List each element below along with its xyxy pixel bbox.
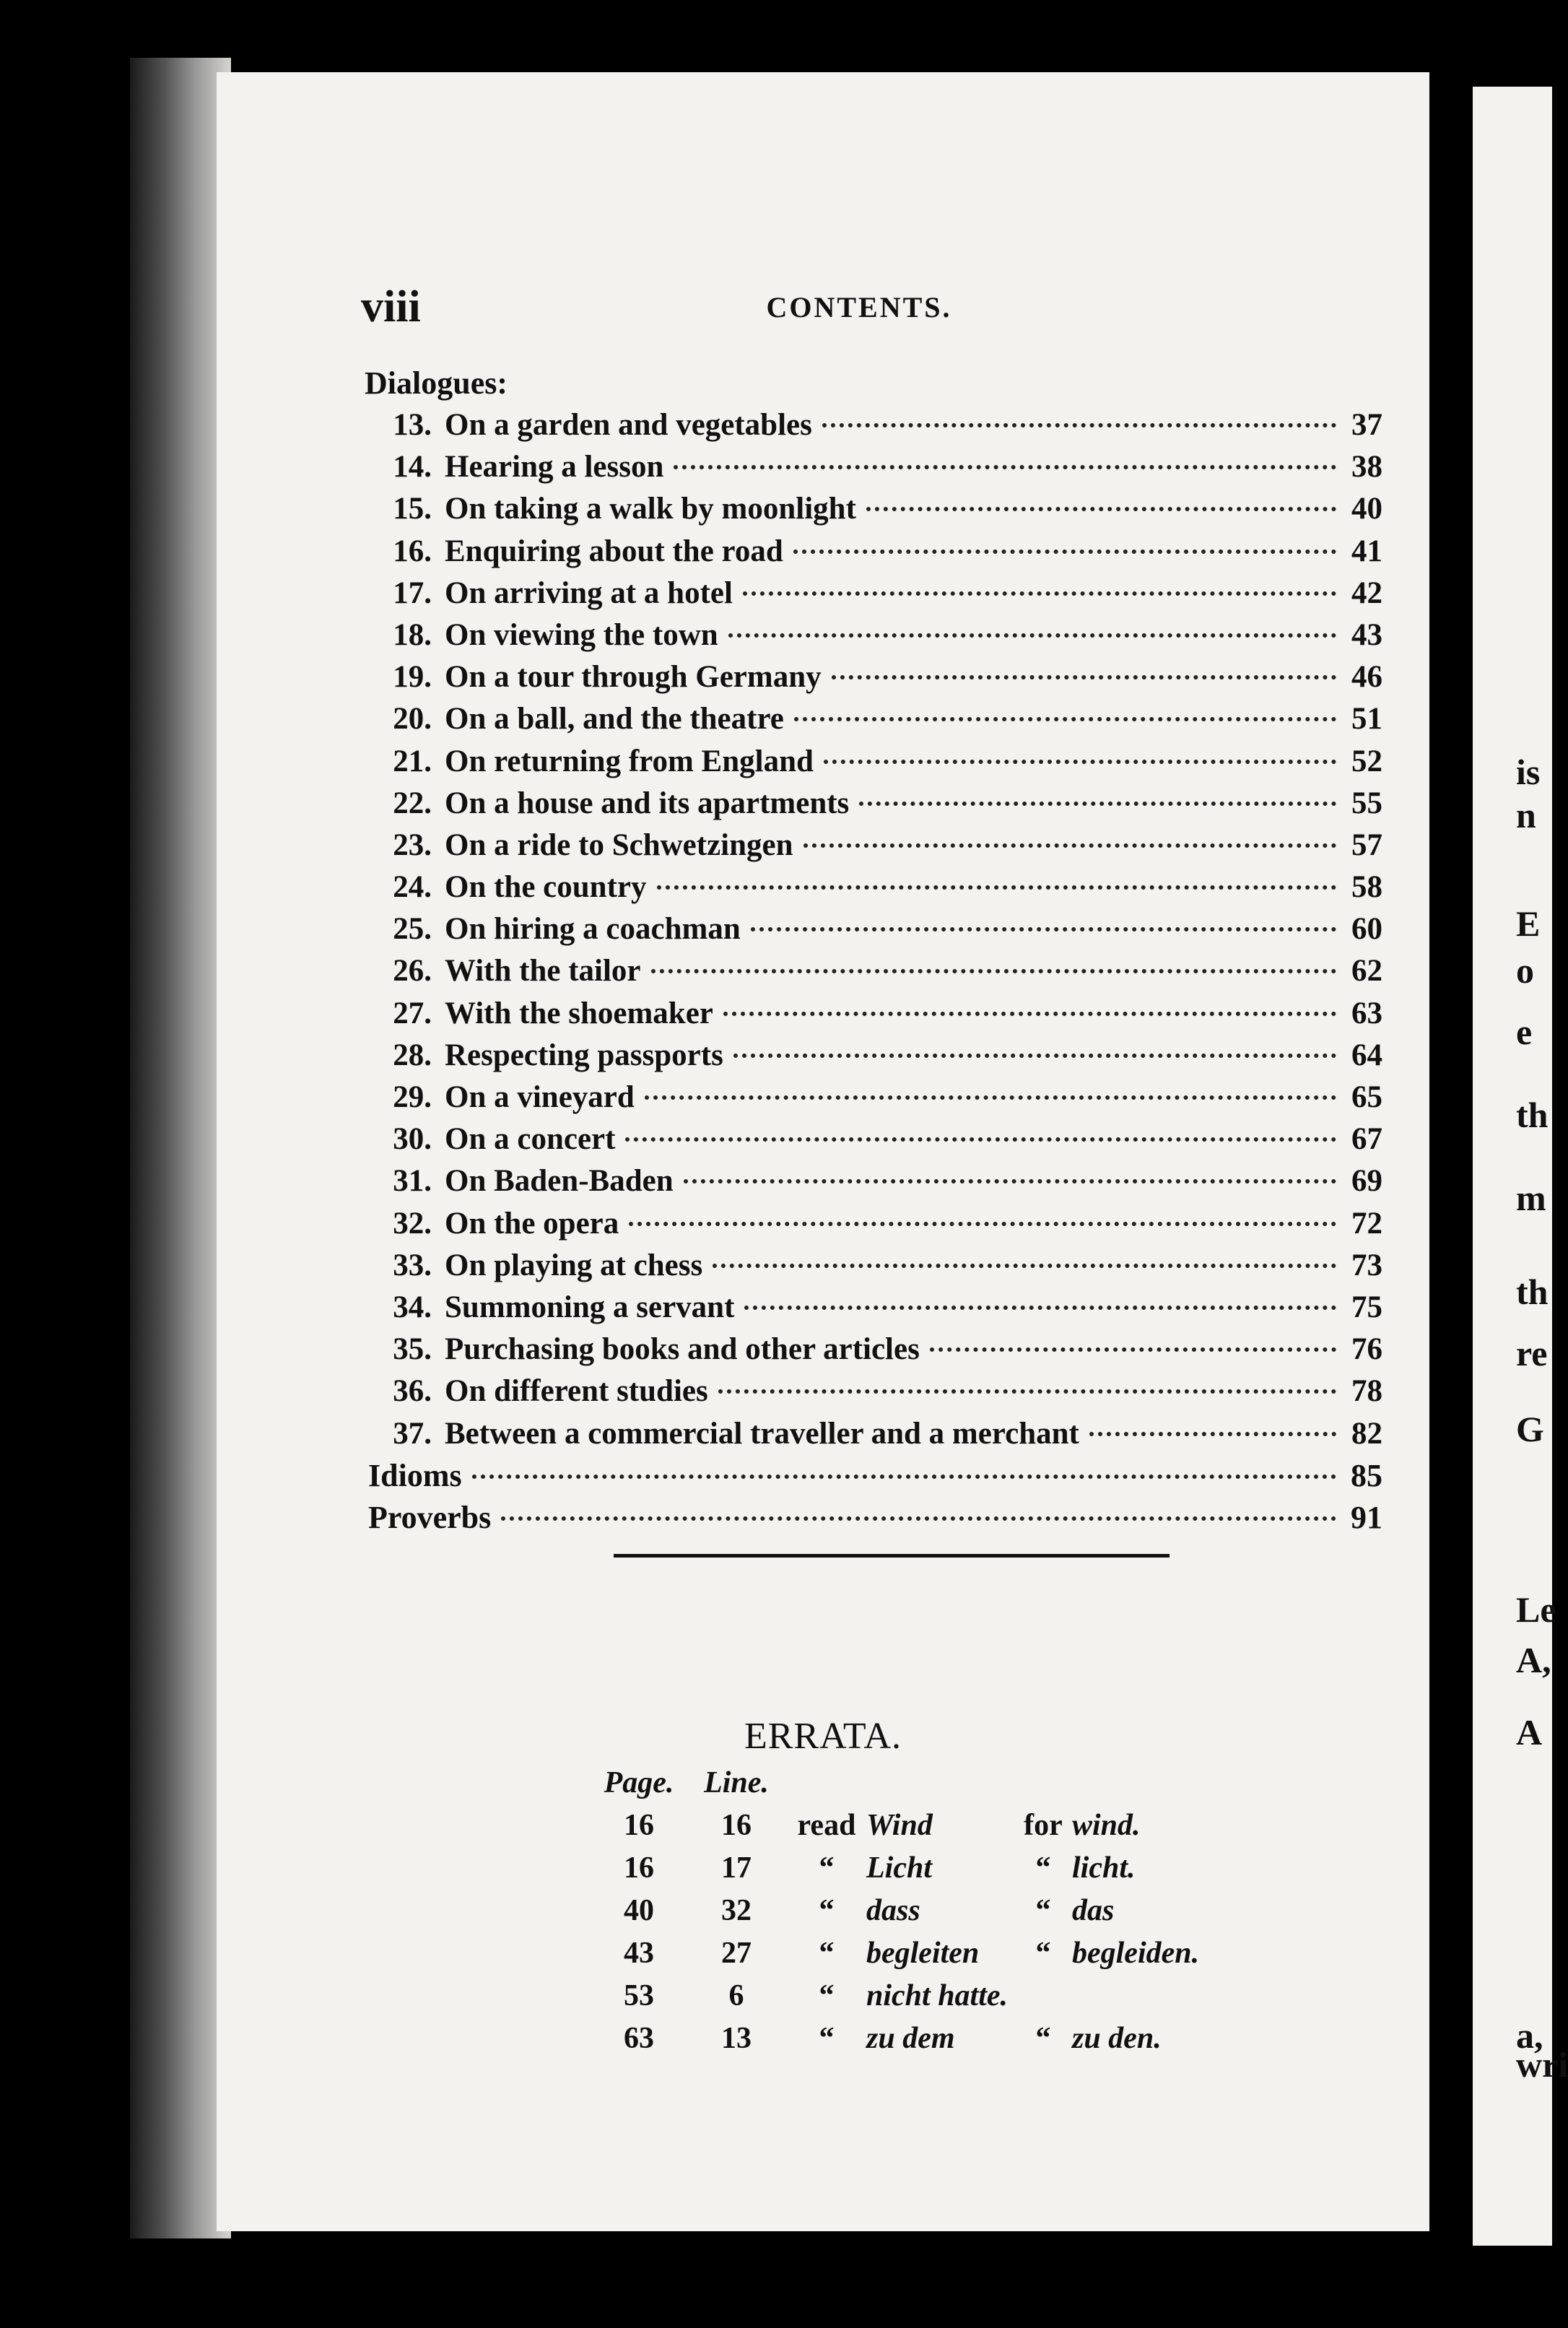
dot-leader [713, 1264, 1336, 1268]
toc-entry-number: 22. [393, 786, 432, 820]
errata-for: “ [1035, 1894, 1051, 1927]
toc-entry-number: 20. [393, 702, 432, 737]
toc-entry-title: On arriving at a hotel [445, 576, 733, 610]
toc-entry-page: 60 [1351, 912, 1382, 947]
toc-entry-title: Between a commercial traveller and a merchant [445, 1416, 1079, 1451]
toc-entry-title: On returning from England [445, 744, 814, 778]
errata-wrong-text: begleiten [866, 1937, 980, 1970]
toc-entry-number: 24. [393, 870, 432, 905]
errata-row [592, 2018, 1260, 2060]
toc-entry-title: On a house and its apartments [445, 786, 850, 820]
toc-entry-number: 14. [393, 450, 432, 485]
errata-wrong-text: Licht [866, 1851, 932, 1885]
toc-entry-page: 43 [1351, 617, 1382, 652]
toc-entry-number: 23. [393, 828, 432, 862]
toc-entry-title: On Baden-Baden [445, 1164, 674, 1199]
errata-row [592, 1847, 1260, 1890]
dot-leader [501, 1516, 1336, 1521]
toc-entry-number: 37. [393, 1416, 432, 1451]
toc-entry-title: On the country [445, 870, 647, 905]
errata-wrong-text: Wind [866, 1809, 933, 1842]
toc-entry-page: 57 [1351, 828, 1382, 862]
facing-page-text-fragment: e [1516, 1012, 1533, 1052]
dot-leader [859, 802, 1336, 806]
toc-entry-page: 42 [1351, 576, 1382, 610]
toc-entry [368, 1077, 1382, 1119]
toc-entry-top-level [368, 1455, 1382, 1497]
errata-page: 53 [624, 1979, 654, 2012]
dot-leader [793, 550, 1336, 554]
errata-read: “ [819, 1894, 835, 1927]
toc-entry-number: 29. [393, 1080, 432, 1114]
page-title: CONTENTS. [766, 291, 952, 323]
toc-entry [368, 1371, 1382, 1412]
toc-entry-number: 28. [393, 1038, 432, 1072]
toc-entry-page: 46 [1351, 660, 1382, 695]
toc-entry-page: 82 [1351, 1416, 1382, 1451]
dot-leader [743, 591, 1336, 596]
toc-entry [368, 698, 1382, 740]
toc-entry-page: 72 [1351, 1206, 1382, 1241]
errata-correct-text: licht. [1072, 1851, 1136, 1885]
errata-for: “ [1035, 1851, 1051, 1885]
errata-read: “ [819, 1851, 835, 1885]
book-page [217, 72, 1429, 2231]
facing-page-text-fragment: A [1516, 1712, 1543, 1752]
toc-entry-title: On hiring a coachman [445, 912, 741, 947]
toc-entry-title: Summoning a servant [445, 1290, 735, 1324]
toc-entry-number: 33. [393, 1248, 432, 1282]
errata-page: 63 [624, 2022, 654, 2055]
toc-entry-number: 16. [393, 534, 432, 568]
toc-entry-number: 34. [393, 1290, 432, 1324]
errata-page: 40 [624, 1894, 654, 1927]
facing-page-fragment [1473, 87, 1568, 2246]
facing-page-text-fragment: A, [1516, 1640, 1551, 1680]
toc-entry-title: Enquiring about the road [445, 534, 783, 568]
errata-page: 43 [624, 1937, 654, 1970]
toc-entry [368, 1035, 1382, 1077]
toc-entry [368, 908, 1382, 950]
errata-line: 13 [721, 2022, 752, 2055]
facing-page-text-fragment: wri [1516, 2044, 1568, 2085]
errata-row [592, 1932, 1260, 1975]
toc-entry-page: 58 [1351, 870, 1382, 905]
toc-entry-number: 18. [393, 617, 432, 652]
facing-page-text-fragment: re [1516, 1333, 1548, 1373]
dot-leader [472, 1474, 1336, 1479]
toc-entry-title: Proverbs [368, 1499, 492, 1535]
toc-entry-number: 36. [393, 1374, 432, 1409]
errata-correct-text: das [1072, 1894, 1115, 1927]
dot-leader [824, 760, 1336, 764]
dot-leader [1089, 1432, 1336, 1436]
errata-row [592, 1804, 1260, 1847]
toc-entry [368, 950, 1382, 992]
toc-entry [368, 783, 1382, 825]
toc-entry [368, 1413, 1382, 1455]
toc-entry-title: Purchasing books and other articles [445, 1332, 920, 1367]
errata-read: “ [819, 1937, 835, 1970]
facing-page-text-fragment: th [1516, 1095, 1549, 1135]
dot-leader [657, 885, 1337, 890]
facing-page-text-fragment: Le [1516, 1589, 1556, 1630]
toc-entry-title: On a ball, and the theatre [445, 702, 784, 737]
toc-entry-number: 35. [393, 1332, 432, 1367]
toc-entry [368, 1203, 1382, 1245]
toc-entry-title: On a concert [445, 1122, 616, 1157]
toc-entry-page: 40 [1351, 492, 1382, 526]
errata-wrong-text: zu dem [866, 2022, 955, 2055]
toc-entry-title: With the shoemaker [445, 996, 713, 1030]
toc-entry-page: 65 [1351, 1080, 1382, 1114]
toc-entry-page: 76 [1351, 1332, 1382, 1367]
errata-correct-text: begleiden. [1072, 1937, 1200, 1970]
dot-leader [930, 1347, 1336, 1352]
facing-page-text-fragment: n [1516, 795, 1536, 835]
toc-entry [368, 1119, 1382, 1160]
toc-entry-title: Idioms [368, 1457, 462, 1493]
toc-entry-number: 15. [393, 492, 432, 526]
errata-correct-text: wind. [1072, 1809, 1141, 1842]
toc-entry-number: 13. [393, 408, 432, 442]
errata-row [592, 1975, 1260, 2018]
errata-title: ERRATA. [744, 1716, 902, 1757]
toc-entry [368, 656, 1382, 698]
facing-page-text-fragment: th [1516, 1272, 1549, 1312]
errata-read: “ [819, 1979, 835, 2012]
toc-entry-page: 64 [1351, 1038, 1382, 1072]
dot-leader [645, 1095, 1336, 1100]
toc-entry-title: On a garden and vegetables [445, 408, 812, 442]
toc-entry-page: 62 [1351, 954, 1382, 989]
dot-leader [832, 675, 1336, 679]
toc-entry-number: 31. [393, 1164, 432, 1199]
toc-entry [368, 867, 1382, 908]
errata-read: “ [819, 2022, 835, 2055]
toc-entry-page: 37 [1351, 408, 1382, 442]
running-head [361, 282, 1357, 332]
errata-line: 16 [721, 1809, 752, 1842]
toc-entry-page: 85 [1351, 1457, 1382, 1493]
errata-for: for [1024, 1809, 1063, 1842]
errata-read: read [797, 1809, 856, 1842]
dot-leader [723, 1012, 1336, 1016]
toc-entry-title: On viewing the town [445, 617, 718, 652]
toc-entry-page: 38 [1351, 450, 1382, 485]
dot-leader [794, 717, 1336, 721]
facing-page-text-fragment: o [1516, 950, 1534, 991]
errata-col-page: Page. [604, 1766, 674, 1799]
toc-entry-top-level [368, 1497, 1382, 1539]
dot-leader [728, 633, 1336, 638]
toc-entry-title: On taking a walk by moonlight [445, 492, 856, 526]
dot-leader [674, 465, 1336, 469]
dot-leader [651, 969, 1336, 973]
errata-wrong-text: nicht hatte. [866, 1979, 1009, 2012]
dot-leader [625, 1137, 1336, 1142]
errata-page: 16 [624, 1809, 654, 1842]
toc-entry-page: 52 [1351, 744, 1382, 778]
toc-entry-title: Hearing a lesson [445, 450, 664, 485]
toc-entry-page: 78 [1351, 1374, 1382, 1409]
errata-for: “ [1035, 1937, 1051, 1970]
errata-for: “ [1035, 2022, 1051, 2055]
toc-entry-title: Respecting passports [445, 1038, 723, 1072]
facing-page-text-fragment: is [1516, 752, 1541, 792]
toc-entry [368, 741, 1382, 783]
facing-page-text-fragment: m [1516, 1178, 1546, 1218]
dot-leader [744, 1306, 1336, 1310]
toc-entry-page: 63 [1351, 996, 1382, 1030]
divider-rule [614, 1554, 1170, 1558]
errata-table [592, 1762, 1260, 2060]
dot-leader [629, 1222, 1336, 1226]
dot-leader [751, 927, 1336, 931]
errata-col-line: Line. [704, 1766, 769, 1799]
dot-leader [733, 1054, 1336, 1058]
toc-entry-number: 21. [393, 744, 432, 778]
toc-entry-page: 75 [1351, 1290, 1382, 1324]
errata-wrong-text: dass [866, 1894, 920, 1927]
toc-entry-page: 91 [1351, 1499, 1382, 1535]
toc-entry [368, 1287, 1382, 1329]
toc-entry-title: On different studies [445, 1374, 708, 1409]
toc-entry-number: 26. [393, 954, 432, 989]
toc-entry-page: 69 [1351, 1164, 1382, 1199]
toc-entry [368, 1245, 1382, 1287]
dot-leader [718, 1389, 1336, 1394]
toc-entry-page: 51 [1351, 702, 1382, 737]
toc-entry-number: 27. [393, 996, 432, 1030]
book-gutter [130, 58, 231, 2238]
facing-page-text-fragment: G [1516, 1409, 1544, 1449]
toc-entry-number: 30. [393, 1122, 432, 1157]
toc-entry [368, 614, 1382, 656]
facing-page-text-fragment: a, [1516, 2015, 1543, 2056]
toc-entry [368, 488, 1382, 530]
table-of-contents [368, 404, 1382, 1539]
errata-line: 17 [721, 1851, 752, 1885]
dot-leader [803, 843, 1336, 848]
toc-entry [368, 531, 1382, 573]
errata-header-row [592, 1762, 1260, 1804]
dot-leader [866, 507, 1336, 511]
toc-entry [368, 404, 1382, 446]
errata-page: 16 [624, 1851, 654, 1885]
toc-entry-page: 67 [1351, 1122, 1382, 1157]
toc-entry-number: 19. [393, 660, 432, 695]
toc-entry [368, 825, 1382, 867]
toc-entry-page: 73 [1351, 1248, 1382, 1282]
errata-line: 32 [721, 1894, 752, 1927]
errata-row [592, 1890, 1260, 1932]
toc-entry-title: On the opera [445, 1206, 619, 1241]
toc-entry-title: With the tailor [445, 954, 641, 989]
toc-entry-title: On a ride to Schwetzingen [445, 828, 793, 862]
toc-entry-number: 25. [393, 912, 432, 947]
dot-leader [684, 1179, 1336, 1183]
errata-correct-text: zu den. [1072, 2022, 1162, 2055]
toc-entry-title: On a tour through Germany [445, 660, 822, 695]
facing-page-text-fragment: E [1516, 903, 1541, 944]
toc-entry [368, 446, 1382, 488]
section-label: Dialogues: [365, 365, 508, 401]
toc-entry-title: On a vineyard [445, 1080, 635, 1114]
dot-leader [822, 423, 1336, 427]
toc-entry [368, 1329, 1382, 1371]
toc-entry-number: 17. [393, 576, 432, 610]
toc-entry-page: 41 [1351, 534, 1382, 568]
toc-entry [368, 993, 1382, 1035]
toc-entry [368, 573, 1382, 614]
toc-entry-title: On playing at chess [445, 1248, 703, 1282]
toc-entry-number: 32. [393, 1206, 432, 1241]
page-number: viii [361, 282, 421, 331]
errata-line: 6 [728, 1979, 744, 2012]
toc-entry-page: 55 [1351, 786, 1382, 820]
toc-entry [368, 1160, 1382, 1202]
errata-line: 27 [721, 1937, 752, 1970]
